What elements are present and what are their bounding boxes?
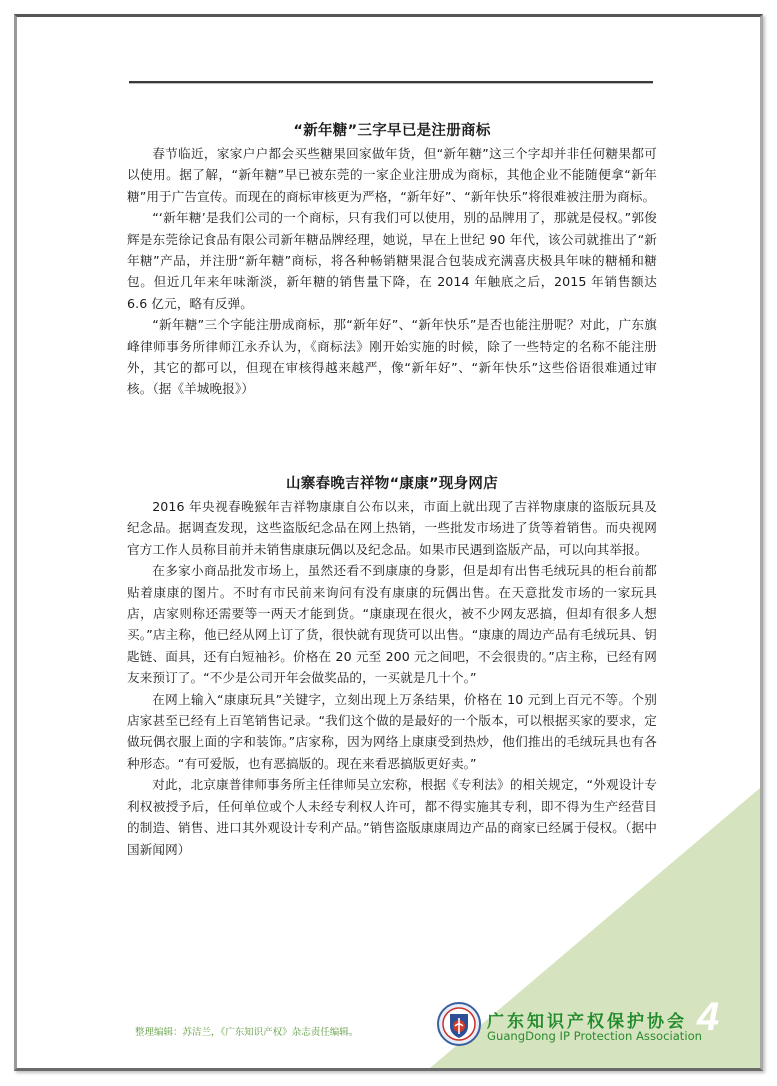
org-name-en: GuangDong IP Protection Association bbox=[487, 1029, 703, 1043]
page-number: 4 bbox=[697, 995, 720, 1039]
association-emblem-icon bbox=[437, 1002, 481, 1046]
article-paragraph: 在多家小商品批发市场上，虽然还看不到康康的身影，但是却有出售毛绒玩具的柜台前都贴着康康的图片。不时有市民前来询问有没有康康的玩偶出售。在天意批发市场的一家玩具店，店家则称还需要等一两天才能到货。“康康现在很火，被不少网友恶搞，但却有很多人想买。”店主称，他已经从网上订了货，很快就有现货可以出售。“康康的周边产品有毛绒玩具、钥匙链、面具，还有白短袖衫。价格在 20 元至 200 元之间吧，不会很贵的。”店主称，已经有网友来预订了。“不少是公司开年会做奖品的，一买就是几十个。” bbox=[127, 563, 657, 686]
magazine-page bbox=[14, 14, 763, 1071]
header-rule bbox=[129, 81, 653, 84]
article-paragraph: 在网上输入“康康玩具”关键字，立刻出现上万条结果，价格在 10 元到上百元不等。个别店家甚至已经有上百笔销售记录。“我们这个做的是最好的一个版本，可以根据买家的要求，定做玩偶衣服上面的字和装饰。”店家称，因为网络上康康受到热炒，他们推出的毛绒玩具也有各种形态。“有可爱版，也有恶搞版的。现在来看恶搞版更好卖。” bbox=[127, 691, 657, 771]
article-paragraph: “‘新年糖’是我们公司的一个商标，只有我们可以使用，别的品牌用了，那就是侵权。”郭俊辉是东莞徐记食品有限公司新年糖品牌经理，她说，早在上世纪 90 年代，该公司就推出了“新年糖”产品，并注册“新年糖”商标，将各种畅销糖果混合包装成充满喜庆极具年味的糖桶和糖包。但近几年来年味渐淡，新年糖的销售量下降，在 2014 年触底之后，2015 年销售额达 6.6 亿元，略有反弹。 bbox=[127, 210, 657, 311]
article-mascot bbox=[127, 472, 657, 860]
org-name-cn: 广东知识产权保护协会 bbox=[487, 1012, 687, 1032]
article-paragraph: 2016 年央视春晚猴年吉祥物康康自公布以来，市面上就出现了吉祥物康康的盗版玩具及纪念品。据调查发现，这些盗版纪念品在网上热销，一些批发市场进了货等着销售。而央视网官方工作人员称目前并未销售康康玩偶以及纪念品。如果市民遇到盗版产品，可以向其举报。 bbox=[127, 499, 657, 557]
article-title: “新年糖”三字早已是注册商标 bbox=[293, 123, 491, 139]
article-title: 山寨春晚吉祥物“康康”现身网店 bbox=[285, 476, 499, 492]
editor-note: 整理编辑：苏洁兰，《广东知识产权》杂志责任编辑。 bbox=[135, 1027, 359, 1038]
article-paragraph: 对此，北京康普律师事务所主任律师吴立宏称，根据《专利法》的相关规定，“外观设计专利权被授予后，任何单位或个人未经专利权人许可，都不得实施其专利，即不得为生产经营目的制造、销售、进口其外观设计专利产品。”销售盗版康康周边产品的商家已经属于侵权。（据中国新闻网） bbox=[127, 777, 657, 857]
article-paragraph: 春节临近，家家户户都会买些糖果回家做年货，但“新年糖”这三个字却并非任何糖果都可以使用。据了解，“新年糖”早已被东莞的一家企业注册成为商标，其他企业不能随便拿“新年糖”用于广告宣传。而现在的商标审核更为严格，“新年好”、“新年快乐”将很难被注册为商标。 bbox=[127, 146, 657, 204]
article-paragraph: “新年糖”三个字能注册成商标，那“新年好”、“新年快乐”是否也能注册呢？对此，广东旗峰律师事务所律师江永乔认为，《商标法》刚开始实施的时候，除了一些特定的名称不能注册外，其它的都可以，但现在审核得越来越严，像“新年好”、“新年快乐”这些俗语很难通过审核。（据《羊城晚报》） bbox=[127, 317, 657, 397]
article-trademark bbox=[127, 119, 657, 400]
